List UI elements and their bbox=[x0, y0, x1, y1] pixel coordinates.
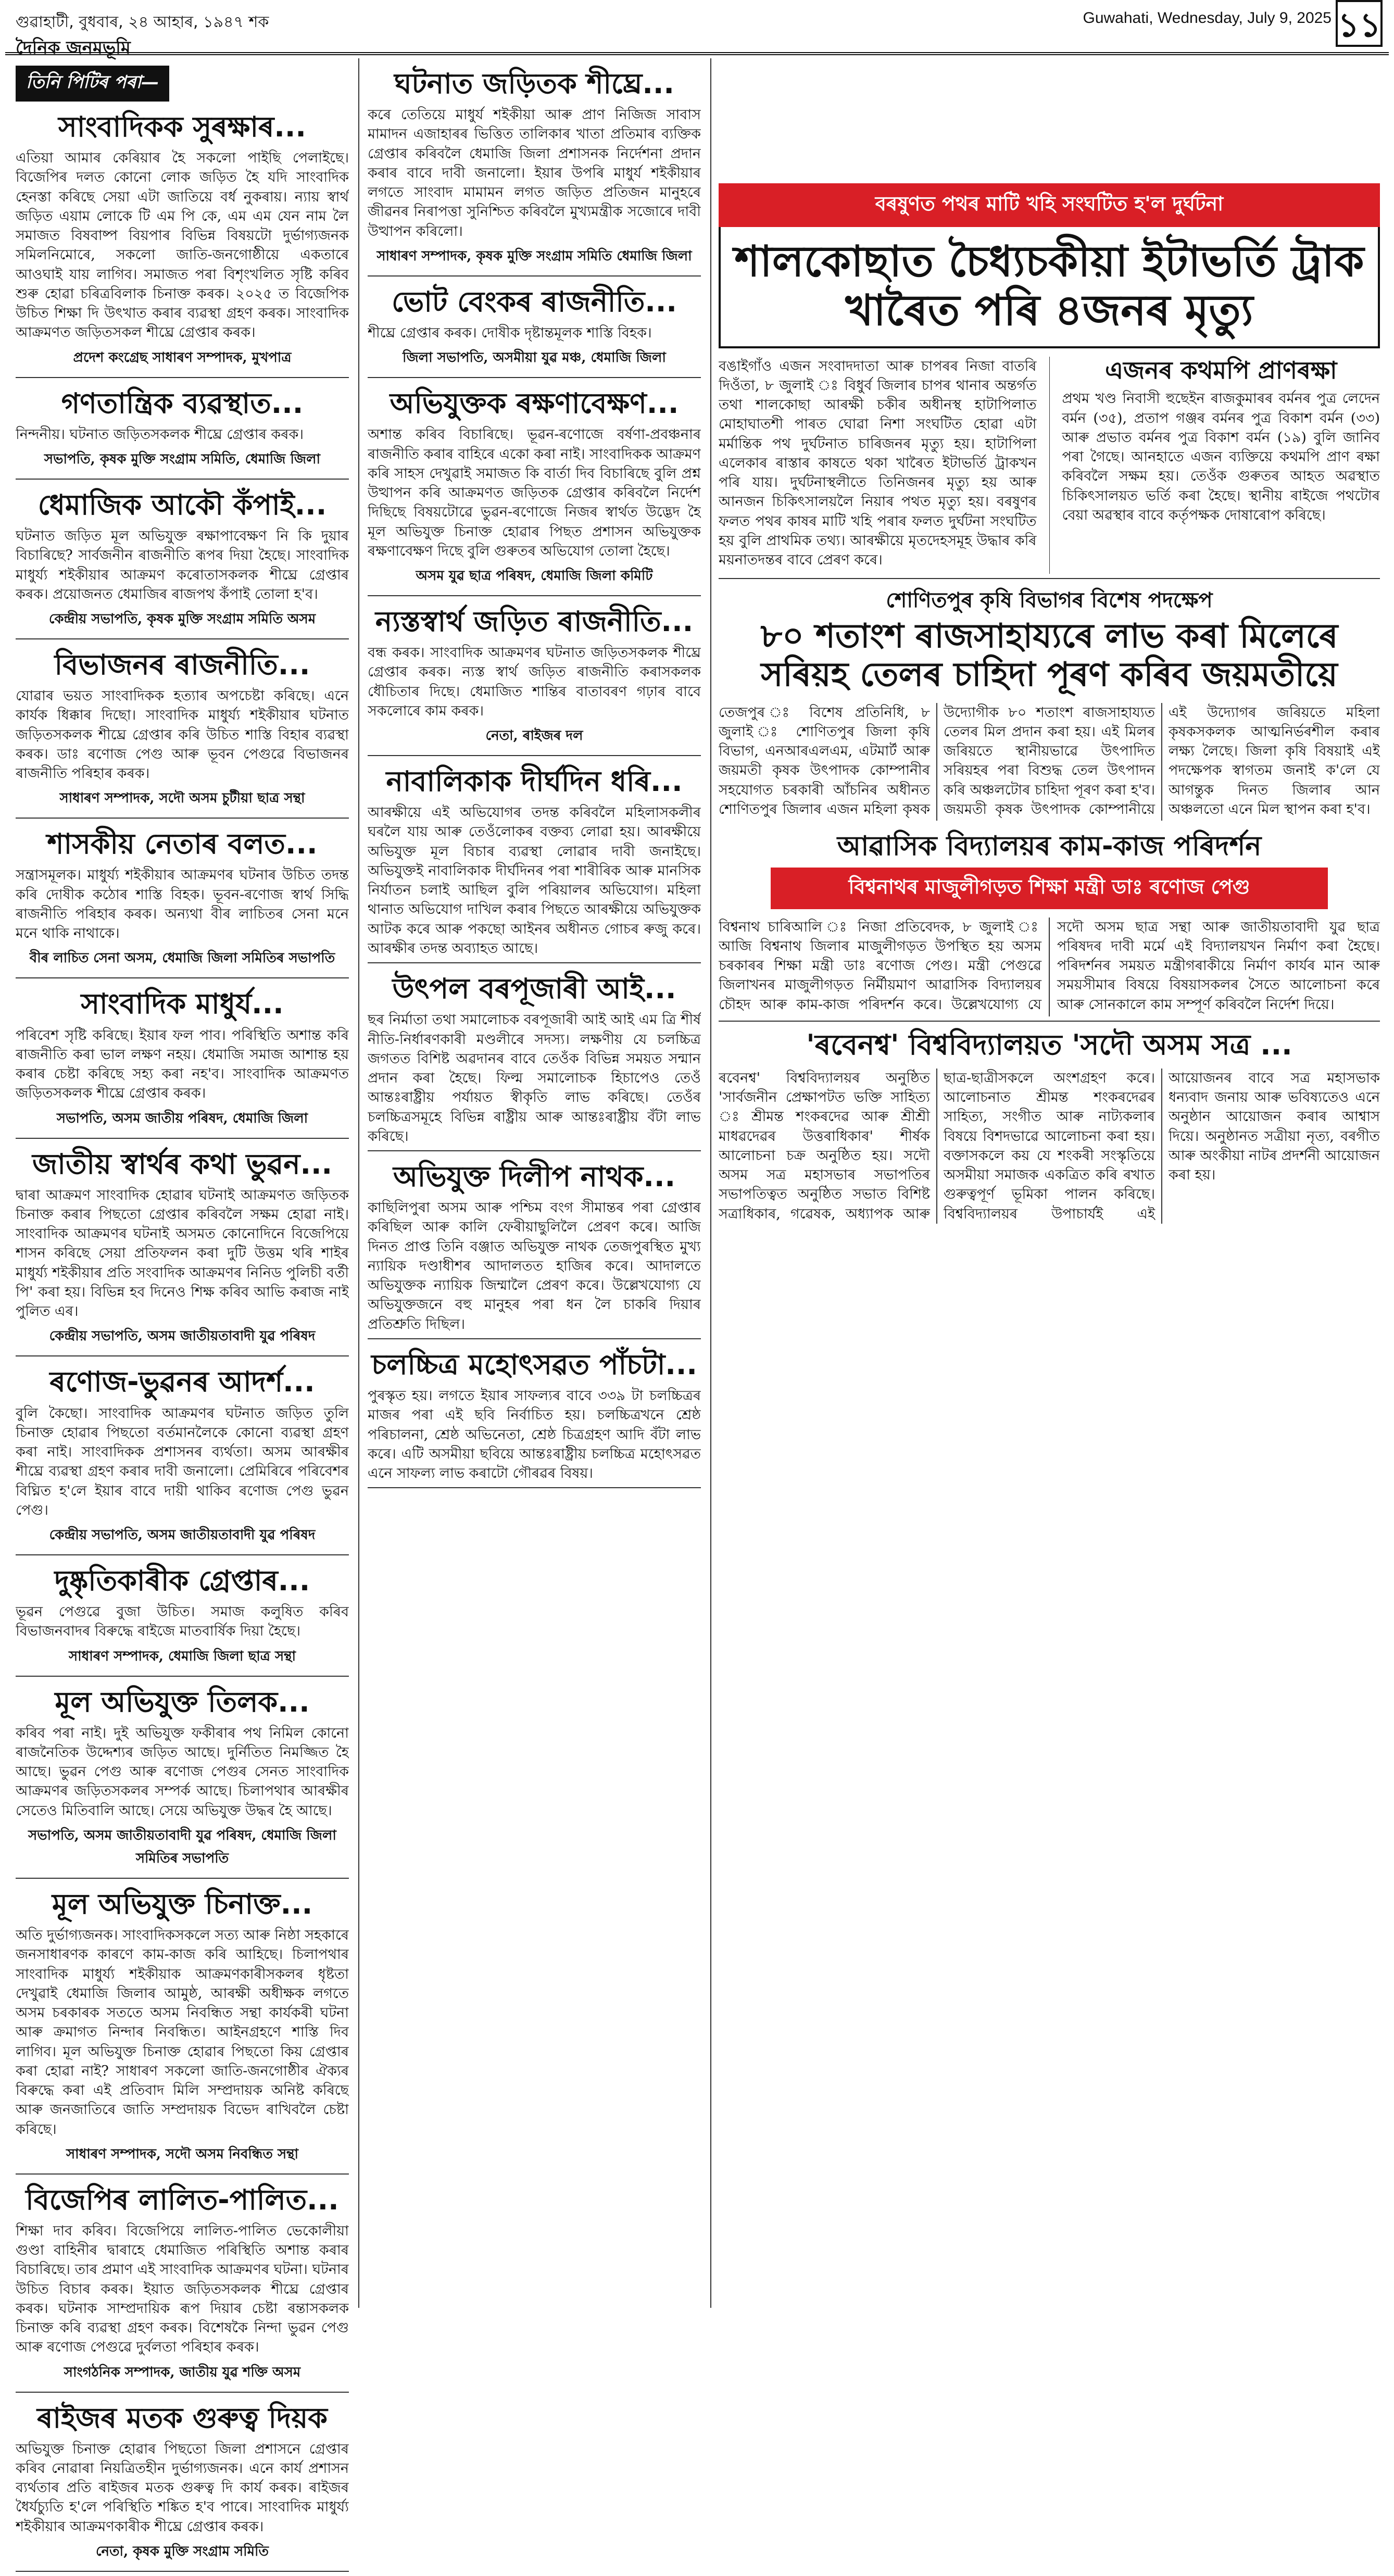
story bbox=[16, 828, 349, 978]
story-credit: সাধাৰণ সম্পাদক, কৃষক মুক্তি সংগ্ৰাম সমিতি ধেমাজি জিলা bbox=[376, 248, 692, 264]
story bbox=[368, 1161, 701, 1339]
story-headline: ধেমাজিক আকৌ কঁপাই... bbox=[37, 488, 327, 521]
story-body: কৰে তেতিয়ে মাধুৰ্য শইকীয়া আৰু প্ৰাণ নিজিজ সাবাস মামাদন এজাহাৰৰ ভিত্তিত তালিকাৰ খাতা প্ৰতিমাৰ ব্যক্তিক গ্ৰেপ্তাৰ কৰিবলৈ ধেমাজি জিলা প্ৰশাসনক নিৰ্দেশনা প্ৰদান কৰাৰ বাবে দাবী জনালো। ইয়াৰ উপৰি মাধুৰ্য শইকীয়াৰ লগতে সাংবাদ মামামন লগত জড়িত প্ৰতিজন মানুহৰে জীৱনৰ নিৰাপত্তা সুনিশ্চিত কৰিবলৈ মুখ্যমন্ত্ৰীক সজোৰে দাবী উত্থাপন কৰিলো। bbox=[368, 107, 701, 240]
school-headline: আৱাসিক বিদ্যালয়ৰ কাম-কাজ পৰিদৰ্শন bbox=[837, 830, 1262, 862]
story-headline: বিভাজনৰ ৰাজনীতি... bbox=[54, 648, 310, 682]
story-credit: সভাপতি, অসম জাতীয়তাবাদী যুৱ পৰিষদ, ধেমাজি জিলা সমিতিৰ সভাপতি bbox=[28, 1827, 336, 1866]
university-headline: 'ৰবেনশ্ব' বিশ্ববিদ্যালয়ত 'সদৌ অসম সত্ৰ ... bbox=[806, 1028, 1292, 1061]
story-body: ছৰ নিৰ্মাতা তথা সমালোচক বৰপূজাৰী আই আই এম ত্ৰি শীৰ্ষ নীতি-নিৰ্ধাৰণকাৰী মণ্ডলীৰে সদস্য। লক্ষণীয় যে চলচ্চিত্ৰ জগতত বিশিষ্ট অৱদানৰ বাবে তেওঁক বিভিন্ন সময়ত সন্মান প্ৰদান কৰা হৈছে। ফিল্ম সমালোচক হিচাপেও তেওঁ আন্তঃৰাষ্ট্ৰীয় পৰ্যায়ত স্বীকৃতি লাভ কৰিছে। তেওঁৰ চলচ্চিত্ৰসমূহে বিভিন্ন ৰাষ্ট্ৰীয় আৰু আন্তঃৰাষ্ট্ৰীয় বঁটা লাভ কৰিছে। bbox=[368, 1012, 701, 1145]
story-credit: সাধাৰণ সম্পাদক, সদৌ অসম চুটীয়া ছাত্ৰ সন্থা bbox=[59, 790, 305, 807]
page-number: ১১ bbox=[1336, 0, 1383, 47]
continued-banner: তিনি পিটিৰ পৰা— bbox=[16, 66, 169, 102]
story bbox=[16, 988, 349, 1138]
story-separator bbox=[16, 977, 349, 978]
story bbox=[16, 2184, 349, 2393]
story-headline: জাতীয় স্বাৰ্থৰ কথা ভুৱন... bbox=[32, 1147, 333, 1180]
story bbox=[368, 286, 701, 378]
story-separator bbox=[368, 377, 701, 378]
story bbox=[16, 1148, 349, 1357]
story-separator bbox=[16, 1676, 349, 1677]
story bbox=[16, 1565, 349, 1677]
story-headline: সাংবাদিকক সুৰক্ষাৰ... bbox=[58, 110, 306, 143]
story-separator bbox=[368, 1338, 701, 1339]
story bbox=[16, 1686, 349, 1879]
school-body: বিশ্বনাথ চাৰিআলি ঃ নিজা প্ৰতিবেদক, ৮ জুলাই ঃ আজি বিশ্বনাথ জিলাৰ মাজুলীগড়ত উপস্থিত হয় অসম চৰকাৰৰ শিক্ষা মন্ত্ৰী ডাঃ ৰণোজ পেগু। মন্ত্ৰী পেগুৱে জিলাখনৰ মাজুলীগড়ত নিৰ্মীয়মাণ আৱাসিক বিদ্যালয়ৰ চৌহদ আৰু কাম-কাজ পৰিদৰ্শন কৰে। উল্লেখযোগ্য যে সদৌ অসম ছাত্ৰ সন্থা আৰু জাতীয়তাবাদী যুৱ ছাত্ৰ পৰিষদৰ দাবী মৰ্মে এই বিদ্যালয়খন নিৰ্মাণ কৰা হৈছে। পৰিদৰ্শনৰ সময়ত মন্ত্ৰীগৰাকীয়ে নিৰ্মাণ কাৰ্যৰ মান আৰু সময়সীমাৰ বিষয়ে বিষয়াসকলৰ সৈতে আলোচনা কৰে আৰু সোনকালে কাম সম্পূৰ্ণ কৰিবলৈ নিৰ্দেশ দিয়ে। bbox=[719, 919, 1380, 1013]
story-body: পুৰস্কৃত হয়। লগতে ইয়াৰ সাফল্যৰ বাবে ৩৩৯ টা চলচ্চিত্ৰৰ মাজৰ পৰা এই ছবি নিৰ্বাচিত হয়। চলচ্চিত্ৰখনে শ্ৰেষ্ঠ পৰিচালনা, শ্ৰেষ্ঠ অভিনেতা, শ্ৰেষ্ঠ চিত্ৰগ্ৰহণ আদি বঁটা লাভ কৰে। এটি অসমীয়া ছবিয়ে আন্তঃৰাষ্ট্ৰীয় চলচ্চিত্ৰ মহোৎসৱত এনে সাফল্য লাভ কৰাটো গৌৰৱৰ বিষয়। bbox=[368, 1388, 701, 1481]
story-separator bbox=[16, 2571, 349, 2572]
story bbox=[16, 1366, 349, 1555]
column-middle bbox=[368, 58, 701, 1492]
lead-kicker: বৰষুণত পথৰ মাটি খহি সংঘটিত হ'ল দুৰ্ঘটনা bbox=[719, 183, 1380, 227]
story bbox=[16, 387, 349, 480]
story-credit: সভাপতি, অসম জাতীয় পৰিষদ, ধেমাজি জিলা bbox=[56, 1110, 308, 1126]
story-headline: অভিযুক্ত দিলীপ নাথক... bbox=[393, 1160, 675, 1193]
column-divider bbox=[358, 58, 359, 2308]
lead-headline: শালকোছাত চৈধ্যচকীয়া ইটাভৰ্তি ট্ৰাক খাৰৈত পৰি ৪জনৰ মৃত্যু bbox=[734, 237, 1364, 336]
story-credit: সাধাৰণ সম্পাদক, ধেমাজি জিলা ছাত্ৰ সন্থা bbox=[68, 1648, 296, 1664]
story-separator bbox=[16, 638, 349, 639]
story-body: কৰিব পৰা নাই। দুই অভিযুক্ত ফকীৰাৰ পথ নিমিল কোনো ৰাজনৈতিক উদ্দেশ্যৰ জড়িত আছে। দুৰ্নিতিত নিমজ্জিত হৈ আছে। ভুৱন পেগু আৰু ৰণোজ পেগুৰ সেনত সাংবাদিক আক্ৰমণৰ জড়িতসকলৰ সম্পৰ্ক আছে। চিলাপথাৰ আৰক্ষীৰ সেতেও মিতিবালি আছে। সেয়ে অভিযুক্ত উদ্ধৰ হৈ আছে। bbox=[16, 1725, 349, 1819]
story-body: বুলি কৈছো। সাংবাদিক আক্ৰমণৰ ঘটনাত জড়িত তুলি চিনাক্ত হোৱাৰ পিছতো বৰ্তমানলৈকে কোনো ব্যৱস্থা গ্ৰহণ কৰা নাই। সাংবাদিকক প্ৰশাসনৰ ব্যৰ্থতা। অসম আৰক্ষীৰ শীঘ্ৰে ব্যৱস্থা গ্ৰহণ কৰাৰ দাবী জনালো। প্ৰেমিৰিৰে পৰিবেশৰ বিঘ্নিত হ'লে ইয়াৰ বাবে দায়ী থাকিব ৰণোজ পেগু ভুৱন পেগু। bbox=[16, 1405, 349, 1518]
story-body: শিক্ষা দাব কৰিব। বিজেপিয়ে লালিত-পালিত ভেকোলীয়া গুণ্ডা বাহিনীৰ দ্বাৰাহে ধেমাজিত পৰিস্থিতি অশান্ত কৰাৰ বিচাৰিছে। তাৰ প্ৰমাণ এই সাংবাদিক আক্ৰমণৰ ঘটনা। ঘটনাৰ উচিত বিচাৰ কৰক। ইয়াত জড়িতসকলক শীঘ্ৰে গ্ৰেপ্তাৰ কৰক। ঘটনাক সাম্প্ৰদায়িক ৰূপ দিয়াৰ চেষ্টা ৰন্তাসকলক চিনাক্ত কৰি ব্যৱস্থা গ্ৰহণ কৰক। বিশেষকৈ নিন্দা ভুৱন পেগু আৰু ৰণোজ পেগুৱে দুৰ্বলতা পৰিহাৰ কৰক। bbox=[16, 2222, 349, 2356]
story-separator bbox=[16, 479, 349, 480]
story-credit: নেতা, ৰাইজৰ দল bbox=[485, 728, 583, 744]
header-rule bbox=[5, 52, 1389, 55]
header-date-left: গুৱাহাটী, বুধবাৰ, ২৪ আহাৰ, ১৯৪৭ শক bbox=[16, 13, 269, 31]
story-separator bbox=[368, 275, 701, 277]
story-body: অতি দুৰ্ভাগ্যজনক। সাংবাদিকসকলে সত্য আৰু নিষ্ঠা সহকাৰে জনসাধাৰণক কাৰণে কাম-কাজ কৰি আহিছে। চিলাপথাৰ সাংবাদিক মাধুৰ্য্য শইকীয়াক আক্ৰমণকাৰীসকলৰ ধৃষ্টতা দেখুৱাই ধেমাজি জিলাৰ আমুষ্ঠ, আৰক্ষী অধীক্ষক লগতে অসম চৰকাৰক সততে অসম নিবন্ধিত সন্থা কাৰ্যকৰী ঘটনা আৰু ক্ৰমাগত নিন্দাৰ নিবন্ধিত। আইনগ্ৰহণে শাস্তি দিব লাগিব। মূল অভিযুক্ত চিনাক্ত হোৱাৰ পিছতো কিয় গ্ৰেপ্তাৰ কৰা হোৱা নাই? সাধাৰণ সকলো জাতি-জনগোষ্ঠীৰ ঐক্যৰ বিৰুদ্ধে কৰা এই প্ৰতিবাদ মিলি সম্প্ৰদায়ক অনিষ্ট কৰিছে আৰু জনজাতিৰে জাতি সম্প্ৰদায়ক বিভেদ ৰাখিবলৈ চেষ্টা কৰিছে। bbox=[16, 1927, 349, 2138]
story-body: নিন্দনীয়। ঘটনাত জড়িতসকলক শীঘ্ৰে গ্ৰেপ্তাৰ কৰক। bbox=[16, 426, 304, 443]
story-body: সন্ত্ৰাসমূলক। মাধুৰ্য্য শইকীয়াৰ আক্ৰমণৰ ঘটনাৰ উচিত তদন্ত কৰি দোষীক কঠোৰ শাস্তি বিহক। ভূবন-ৰণোজ স্বাৰ্থ সিদ্ধি ৰাজনীতি পৰিহাৰ কৰক। অন্যথা বীৰ লাচিতৰ সেনা মনে মনে থাকি নাথাকে। bbox=[16, 867, 349, 942]
story-separator bbox=[16, 818, 349, 819]
column-divider bbox=[710, 58, 711, 2308]
story-headline: ঘটনাত জড়িতক শীঘ্ৰে... bbox=[394, 67, 674, 100]
story-separator bbox=[368, 595, 701, 596]
story-credit: কেন্দ্ৰীয় সভাপতি, অসম জাতীয়তাবাদী যুৱ পৰিষদ bbox=[49, 1328, 316, 1344]
story-credit: সভাপতি, কৃষক মুক্তি সংগ্ৰাম সমিতি, ধেমাজি জিলা bbox=[44, 451, 321, 467]
story-body: অভিযুক্ত চিনাক্ত হোৱাৰ পিছতো জিলা প্ৰশাসনে গ্ৰেপ্তাৰ কৰিব নোৱাৰা নিয়ত্ৰিতহীন দুৰ্ভাগ্যজনক। এনে কাৰ্য প্ৰশাসন ব্যৰ্থতাৰ প্ৰতি ৰাইজৰ মতক গুৰুত্ব দি কাৰ্য কৰক। ৰাইজৰ ধৈৰ্যচ্যুতি হ'লে পৰিস্থিতি শঙ্কিত হ'ব পাৰে। সাংবাদিক মাধুৰ্য্য শইকীয়াৰ আক্ৰমণকাৰীক শীঘ্ৰে গ্ৰেপ্তাৰ কৰক। bbox=[16, 2441, 349, 2535]
story-body: ভূৱন পেগুৱে বুজা উচিত। সমাজ কলুষিত কৰিব বিভাজনবাদৰ বিৰুদ্ধে ৰাইজে মাতবাৰ্ষিক দিয়া হৈছে। bbox=[16, 1604, 349, 1640]
story bbox=[368, 973, 701, 1151]
header-date-right: Guwahati, Wednesday, July 9, 2025 bbox=[1083, 9, 1332, 27]
story-credit: বীৰ লাচিত সেনা অসম, ধেমাজি জিলা সমিতিৰ সভাপতি bbox=[29, 950, 335, 966]
story-credit: সাংগঠনিক সম্পাদক, জাতীয় যুৱ শক্তি অসম bbox=[64, 2364, 301, 2380]
story-separator bbox=[16, 2173, 349, 2175]
story bbox=[16, 111, 349, 378]
story-headline: গণতান্ত্ৰিক ব্যৱস্থাত... bbox=[61, 386, 304, 420]
story-headline: মূল অভিযুক্ত তিলক... bbox=[55, 1685, 310, 1718]
story-body: ঘটনাত জড়িত মূল অভিযুক্ত ৰক্ষাপাবেক্ষণ নি কি দুয়াৰ বিচাৰিছে? সাৰ্বজনীন ৰাজনীতি ৰূপৰ দিয়া হৈছে। সাংবাদিক মাধুৰ্য্য শইকীয়াৰ আক্ৰমণ কৰোতাসকলক শীঘ্ৰে গ্ৰেপ্তাৰ কৰক। প্ৰয়োজনত ধেমাজিৰ ৰাজপথ কঁপাই তোলা হ'ব। bbox=[16, 528, 349, 602]
story-separator bbox=[16, 1554, 349, 1555]
story-headline: দুষ্কৃতিকাৰীক গ্ৰেপ্তাৰ... bbox=[54, 1564, 310, 1597]
newspaper-brand: দৈনিক জনমভূমি bbox=[16, 37, 131, 58]
university-body: ৰবেনশ্ব' বিশ্ববিদ্যালয়ৰ অনুষ্ঠিত 'সাৰ্বজনীন প্ৰেক্ষাপটত ভক্তি সাহিত্য ঃ শ্ৰীমন্ত শংকৰদেৱ আৰু শ্ৰীশ্ৰী মাধৱদেৱৰ উত্তৰাধিকাৰ' শীৰ্ষক আলোচনা চক্ৰ অনুষ্ঠিত হয়। সদৌ অসম সত্ৰ মহাসভাৰ সভাপতিৰ সভাপতিত্বত অনুষ্ঠিত সভাত বিশিষ্ট সত্ৰাধিকাৰ, গৱেষক, অধ্যাপক আৰু ছাত্ৰ-ছাত্ৰীসকলে অংশগ্ৰহণ কৰে। আলোচনাত শ্ৰীমন্ত শংকৰদেৱৰ সাহিত্য, সংগীত আৰু নাট্যকলাৰ বিষয়ে বিশদভাৱে আলোচনা কৰা হয়। বক্তাসকলে কয় যে শংকৰী সংস্কৃতিয়ে অসমীয়া সমাজক একত্ৰিত কৰি ৰখাত গুৰুত্বপূৰ্ণ ভূমিকা পালন কৰিছে। বিশ্ববিদ্যালয়ৰ উপাচাৰ্যই এই আয়োজনৰ বাবে সত্ৰ মহাসভাক ধন্যবাদ জনায় আৰু ভবিষ্যতেও এনে অনুষ্ঠান আয়োজন কৰাৰ আশ্বাস দিয়ে। অনুষ্ঠানত সত্ৰীয়া নৃত্য, বৰগীত আৰু অংকীয়া নাটৰ প্ৰদৰ্শনী আয়োজন কৰা হয়। bbox=[719, 1070, 1380, 1222]
story-separator bbox=[16, 2392, 349, 2393]
story-separator bbox=[368, 1487, 701, 1488]
column-left bbox=[16, 58, 349, 2576]
story-headline: মূল অভিযুক্ত চিনাক্ত... bbox=[52, 1887, 313, 1920]
story-separator bbox=[16, 1878, 349, 1879]
story-headline: নাবালিকাক দীৰ্ঘদিন ধৰি... bbox=[386, 765, 683, 798]
story-credit: প্ৰদেশ কংগ্ৰেছ সাধাৰণ সম্পাদক, মুখপাত্ৰ bbox=[73, 349, 292, 366]
lead-sub-body: প্ৰথম খণ্ড নিবাসী হুছেইন ৰাজকুমাৰৰ বৰ্মনৰ পুত্ৰ লেদেন বৰ্মন (৩৫), প্ৰতাপ গঞ্জৰ বৰ্মনৰ পুত্ৰ বিকাশ বৰ্মন (৩৩) আৰু প্ৰভাত বৰ্মনৰ পুত্ৰ বিকাশ বৰ্মন (১৯) বুলি জানিব পৰা গৈছে। আনহাতে এজন ব্যক্তিয়ে কথমপি প্ৰাণ ৰক্ষা কৰিবলৈ সক্ষম হয়। তেওঁক গুৰুতৰ আহত অৱস্থাত চিকিৎসালয়ত ভৰ্তি কৰা হৈছে। স্থানীয় ৰাইজে পথটোৰ বেয়া অৱস্থাৰ বাবে কৰ্তৃপক্ষক দোষাৰোপ কৰিছে। bbox=[1062, 391, 1380, 523]
story-body: শীঘ্ৰে গ্ৰেপ্তাৰ কৰক। দোষীক দৃষ্টান্তমূলক শাস্তি বিহক। bbox=[368, 324, 652, 341]
lead-box bbox=[719, 183, 1380, 348]
story-body: এতিয়া আমাৰ কেৰিয়াৰ হৈ সকলো পাইছি পেলাইছে। বিজেপিৰ দলত কোনো লোক জড়িত হৈ যদি সাংবাদিক হেনস্তা কৰিছে সেয়া এটা জাতিয়ে বৰ্ধ নুকৰায়। ন্যায় স্বাৰ্থ জড়িত এয়াম লোকে টি এম পি কে, এম এম যেন নাম লৈ সমাজত বিষবাষ্প বিয়পাৰ বিভিন্ন বিষয়টো দুৰ্ভাগ্যজনক সমিলনিমোৰে, সকলো জাতি-জনগোষ্ঠীয়ে একতাৰে আওঘাই যায় লাগিব। সমাজত পৰা বিশৃংখলিত সৃষ্টি কৰিব শুৰু হোৱা চৰিত্ৰবিলাক চিনাক্ত কৰক। ২০২৫ ত বিজেপিক উচিত শিক্ষা দি উৎখাত কৰাৰ ব্যৱস্থা গ্ৰহণ কৰক। সাংবাদিক আক্ৰমণত জড়িতসকল শীঘ্ৰে গ্ৰেপ্তাৰ কৰক। bbox=[16, 150, 349, 341]
left-stories bbox=[16, 111, 349, 2572]
story-headline: সাংবাদিক মাধুৰ্য... bbox=[81, 987, 284, 1021]
story-separator bbox=[368, 1150, 701, 1151]
story-headline: উৎপল বৰপূজাৰী আই... bbox=[392, 972, 676, 1006]
agri-body: তেজপুৰ ঃ বিশেষ প্ৰতিনিধি, ৮ জুলাই ঃ শোণিতপুৰ জিলা কৃষি বিভাগ, এনআৰএলএম, এটমাৰ্ট আৰু জয়মতী কৃষক উৎপাদক কোম্পানীৰ সহযোগত চৰকাৰী আঁচনিৰ অধীনত শোণিতপুৰ জিলাৰ এজন মহিলা কৃষক উদ্যোগীক ৮০ শতাংশ ৰাজসাহায্যত তেলৰ মিল প্ৰদান কৰা হয়। এই মিলৰ জৰিয়তে স্থানীয়ভাৱে উৎপাদিত সৰিয়হৰ পৰা বিশুদ্ধ তেল উৎপাদন কৰি অঞ্চলটোৰ চাহিদা পূৰণ কৰা হ'ব। জয়মতী কৃষক উৎপাদক কোম্পানীয়ে এই উদ্যোগৰ জৰিয়তে মহিলা কৃষকসকলক আত্মনিৰ্ভৰশীল কৰাৰ লক্ষ্য লৈছে। জিলা কৃষি বিষয়াই এই পদক্ষেপক স্বাগতম জনাই ক'লে যে আগন্তুক দিনত জিলাৰ আন অঞ্চলতো এনে মিল স্থাপন কৰা হ'ব। bbox=[719, 704, 1380, 818]
agri-headline: ৮০ শতাংশ ৰাজসাহায্যৰে লাভ কৰা মিলেৰে সৰিয়হ তেলৰ চাহিদা পূৰণ কৰিব জয়মতীয়ে bbox=[760, 617, 1338, 694]
school-kicker: বিশ্বনাথৰ মাজুলীগড়ত শিক্ষা মন্ত্ৰী ডাঃ ৰণোজ পেগু bbox=[771, 868, 1328, 909]
story-headline: শাসকীয় নেতাৰ বলত... bbox=[47, 827, 318, 861]
story-separator bbox=[16, 1355, 349, 1356]
story-credit: অসম যুৱ ছাত্ৰ পৰিষদ, ধেমাজি জিলা কমিটি bbox=[416, 568, 653, 584]
story-credit: কেন্দ্ৰীয় সভাপতি, কৃষক মুক্তি সংগ্ৰাম সমিতি অসম bbox=[48, 611, 316, 627]
story-body: দ্বাৰা আক্ৰমণ সাংবাদিক হোৱাৰ ঘটনাই আক্ৰমণত জড়িতক চিনাক্ত কৰাৰ পিছতো গ্ৰেপ্তাৰ কৰিবলৈ সক্ষম হোৱা নাই। সাংবাদিক আক্ৰমণৰ ঘটনাই অসমত কোনোদিনে বিজেপিয়ে শাসন কৰিছে সেয়া প্ৰতিফলন কৰা দুটি উত্তম থৰি শাইৰ মাধুৰ্য্য শইকীয়াৰ প্ৰতি সংবাদিক আক্ৰমণৰ নিনিড পুলিচী বৰ্তী পি' কৰা হয়। বিভিন্ন হব দিনেও শিক্ষ কৰিব আভি কৰাজ নাই পুলিত এৰ। bbox=[16, 1187, 349, 1320]
story-body: অশান্ত কৰিব বিচাৰিছে। ভূৱন-ৰণোজে বৰ্ষণা-প্ৰবঞ্চনাৰ ৰাজনীতি কৰাৰ বাহিৰে একো কৰা নাই। সাংবাদিকক আক্ৰমণ কৰি সাহস দেখুৱাই সমাজত কি বাৰ্তা দিব বিচাৰিছে বুলি প্ৰশ্ন উত্থাপন কৰি আক্ৰমণত জড়িতক গ্ৰেপ্তাৰ কৰিবলৈ নিৰ্দেশ দিছিছে বিষয়টোৱে ভুৱন-ৰণোজে নিজৰ স্বাৰ্থত উদ্ভেদ হৈ মূল অভিযুক্ত চিনাক্ত হোৱাৰ পিছত প্ৰশাসন অভিযুক্তক ৰক্ষণাবেক্ষণ দিছে বুলি গুৰুতৰ অভিযোগ তোলা হৈছে। bbox=[368, 426, 701, 559]
lead-section bbox=[719, 58, 1380, 1224]
story bbox=[16, 1888, 349, 2175]
story bbox=[16, 489, 349, 639]
story-headline: ৰণোজ-ভুৱনৰ আদৰ্শ... bbox=[49, 1365, 315, 1399]
story-headline: বিজেপিৰ লালিত-পালিত... bbox=[26, 2183, 339, 2216]
lead-body: বঙাইগাঁও এজন সংবাদদাতা আৰু চাপৰৰ নিজা বাতৰি দিওঁতা, ৮ জুলাই ঃ বিধুৰ্ব জিলাৰ চাপৰ থানাৰ অন্তৰ্গত তথা শালকোছা আৰক্ষী চকীৰ অধীনস্থ হাটাপিলাত মোহাঘাতশী পাৰত ঘোৱা নিশা সংঘটিত হোৱা এটা মৰ্মান্তিক পথ দুৰ্ঘটনাত চাৰিজনৰ মৃত্যু হয়। হাটাপিলা এলেকাৰ ৰাস্তাৰ কাষতে থকা খাৰৈত ইটাভৰ্তি ট্ৰাকখন পৰি যায়। দুৰ্ঘটনাস্থলীতে তিনিজনৰ মৃত্যু হয় আৰু আনজন চিকিৎসালয়লৈ নিয়াৰ পথত মৃত্যু হয়। বৰষুণৰ ফলত পথৰ কাষৰ মাটি খহি পৰাৰ ফলত দুৰ্ঘটনা সংঘটিত হয় বুলি প্ৰাথমিক তথ্য। আৰক্ষীয়ে মৃতদেহসমূহ উদ্ধাৰ কৰি ময়নাতদন্তৰ বাবে প্ৰেৰণ কৰে। bbox=[719, 358, 1037, 569]
story-body: আৰক্ষীয়ে এই অভিযোগৰ তদন্ত কৰিবলৈ মহিলাসকলীৰ ঘৰলৈ যায় আৰু তেওঁলোকৰ বক্তব্য লোৱা হয়। আৰক্ষীয়ে অভিযুক্ত মূল বিচাৰ ব্যৱস্থা লোৱাৰ দাবী জনাইছে। অভিযুক্তই নাবালিকাক দীৰ্ঘদিনৰ পৰা শাৰীৰিক আৰু মানসিক নিৰ্যাতন চলাই আছিল বুলি পৰিয়ালৰ অভিযোগ। মহিলা থানাত অভিযোগ দাখিল কৰাৰ পিছতে আৰক্ষীয়ে অভিযুক্তক আটক কৰে আৰু পকছো আইনৰ অধীনত গোচৰ ৰুজু কৰে। আৰক্ষীৰ তদন্ত অব্যাহত আছে। bbox=[368, 805, 701, 957]
story bbox=[368, 606, 701, 756]
story bbox=[368, 387, 701, 596]
story bbox=[368, 1349, 701, 1488]
story-headline: অভিযুক্তক ৰক্ষণাবেক্ষণ... bbox=[390, 387, 679, 420]
story-separator bbox=[16, 1138, 349, 1139]
story-credit: কেন্দ্ৰীয় সভাপতি, অসম জাতীয়তাবাদী যুৱ পৰিষদ bbox=[49, 1527, 316, 1543]
story-body: পৰিবেশ সৃষ্টি কৰিছে। ইয়াৰ ফল পাব। পৰিস্থিতি অশান্ত কৰি ৰাজনীতি কৰা ভাল লক্ষণ নহয়। ধেমাজি সমাজ আশান্ত হয় কৰাৰ চেষ্টা কৰিছে সহ্য কৰা নহ'ব। সাংবাদিক আক্ৰমণত জড়িতসকলক শীঘ্ৰে গ্ৰেপ্তাৰ কৰক। bbox=[16, 1027, 349, 1102]
story-headline: ন্যস্তস্বাৰ্থ জড়িত ৰাজনীতি... bbox=[375, 605, 694, 638]
story-credit: নেতা, কৃষক মুক্তি সংগ্ৰাম সমিতি bbox=[95, 2543, 269, 2559]
lead-subhead: এজনৰ কথমপি প্ৰাণৰক্ষা bbox=[1105, 356, 1337, 384]
story-headline: ৰাইজৰ মতক গুৰুত্ব দিয়ক bbox=[37, 2401, 328, 2434]
story-credit: জিলা সভাপতি, অসমীয়া যুৱ মঞ্চ, ধেমাজি জিলা bbox=[403, 350, 666, 366]
middle-stories bbox=[368, 68, 701, 1488]
story-body: কাছিলিপুৰা অসম আৰু পশ্চিম বংগ সীমান্তৰ পৰা গ্ৰেপ্তাৰ কৰিছিল আৰু কালি ফেৰীয়াছুলিলৈ প্ৰেৰণ কৰে। আজি দিনত প্ৰাপ্ত তিনি বঞ্জাত অভিযুক্ত নাথক তেজপুৰস্থিত মুখ্য ন্যায়িক দণ্ডাধীশৰ আদালতত হাজিৰ কৰে। আদালতে অভিযুক্তক ন্যায়িক জিম্মালৈ প্ৰেৰণ কৰে। উল্লেখযোগ্য যে অভিযুক্তজনে বহু মানুহৰ পৰা ধন লৈ চাকৰি দিয়াৰ প্ৰতিশ্ৰুতি দিছিল। bbox=[368, 1200, 701, 1333]
story-separator bbox=[368, 755, 701, 756]
story-separator bbox=[368, 962, 701, 963]
story-body: যোৱাৰ ভয়ত সাংবাদিকক হত্যাৰ অপচেষ্টা কৰিছে। এনে কাৰ্যক ধিক্কাৰ দিছো। সাংবাদিক মাধুৰ্য্য শইকীয়াৰ ঘটনাত জড়িতসকলক শীঘ্ৰে গ্ৰেপ্তাৰ কৰি উচিত শাস্তি বিহাৰ ব্যৱস্থা কৰক। ডাঃ ৰণোজ পেগু আৰু ভূবন পেগুৱে বিভাজনৰ ৰাজনীতি পৰিহাৰ কৰক। bbox=[16, 688, 349, 782]
story-body: বন্ধ কৰক। সাংবাদিক আক্ৰমণৰ ঘটনাত জড়িতসকলক শীঘ্ৰে গ্ৰেপ্তাৰ কৰক। ন্যস্ত স্বাৰ্থ জড়িত ৰাজনীতি কৰাসকলক ধৌচিতাৰ দিছে। ধেমাজিত শান্তিৰ বাতাবৰণ গঢ়াৰ বাবে সকলোৰে কাম কৰক। bbox=[368, 645, 701, 719]
story-headline: চলচ্চিত্ৰ মহোৎসৱত পাঁচটা... bbox=[371, 1348, 697, 1381]
story bbox=[16, 2402, 349, 2572]
agri-kicker: শোণিতপুৰ কৃষি বিভাগৰ বিশেষ পদক্ষেপ bbox=[886, 588, 1213, 613]
story bbox=[368, 68, 701, 277]
story bbox=[16, 649, 349, 819]
story-separator bbox=[16, 377, 349, 378]
story-credit: সাধাৰণ সম্পাদক, সদৌ অসম নিবন্ধিত সন্থা bbox=[66, 2146, 299, 2162]
story bbox=[368, 765, 701, 963]
story-headline: ভোট বেংকৰ ৰাজনীতি... bbox=[392, 285, 677, 318]
